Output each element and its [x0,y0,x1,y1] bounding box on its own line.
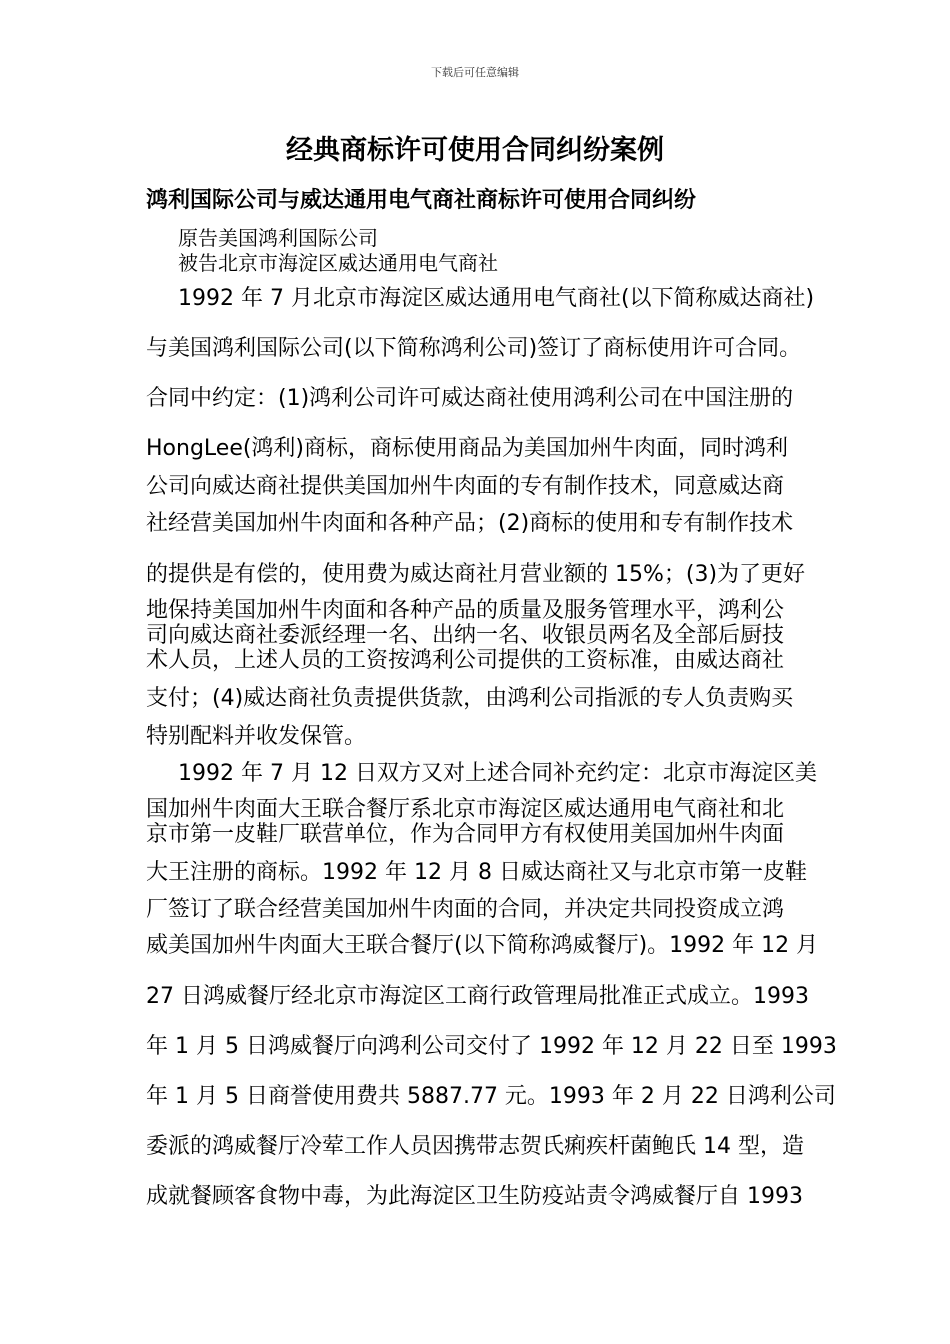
document-title: 经典商标许可使用合同纠纷案例 [286,135,664,166]
body-line: 大王注册的商标。1992 年 12 月 8 日威达商社又与北京市第一皮鞋 [146,860,807,885]
body-line: 国加州牛肉面大王联合餐厅系北京市海淀区威达通用电气商社和北 [146,797,785,822]
body-line: 1992 年 7 月 12 日双方又对上述合同补充约定：北京市海淀区美 [178,761,817,786]
body-line: 京市第一皮鞋厂联营单位，作为合同甲方有权使用美国加州牛肉面 [146,822,785,847]
body-line: 年 1 月 5 日商誉使用费共 5887.77 元。1993 年 2 月 22 日鸿利公司 [146,1084,836,1109]
plaintiff-line: 原告美国鸿利国际公司 [178,226,378,250]
body-line: 社经营美国加州牛肉面和各种产品；(2)商标的使用和专有制作技术 [146,511,794,536]
body-line: 司向威达商社委派经理一名、出纳一名、收银员两名及全部后厨技 [146,623,785,648]
body-line: 厂签订了联合经营美国加州牛肉面的合同，并决定共同投资成立鸿 [146,897,785,922]
body-line: 合同中约定：(1)鸿利公司许可威达商社使用鸿利公司在中国注册的 [146,386,794,411]
body-line: 1992 年 7 月北京市海淀区威达通用电气商社(以下简称威达商社) [178,286,815,311]
body-line: 27 日鸿威餐厅经北京市海淀区工商行政管理局批准正式成立。1993 [146,984,809,1009]
body-line: 成就餐顾客食物中毒，为此海淀区卫生防疫站责令鸿威餐厅自 1993 [146,1184,803,1209]
body-line: 特别配料并收发保管。 [146,724,367,749]
body-line: 威美国加州牛肉面大王联合餐厅(以下简称鸿威餐厅)。1992 年 12 月 [146,933,819,958]
body-line: 支付；(4)威达商社负责提供货款，由鸿利公司指派的专人负责购买 [146,686,794,711]
body-line: 地保持美国加州牛肉面和各种产品的质量及服务管理水平，鸿利公 [146,598,785,623]
body-line: 委派的鸿威餐厅冷荤工作人员因携带志贺氏痢疾杆菌鲍氏 14 型，造 [146,1134,804,1159]
body-line: 与美国鸿利国际公司(以下简称鸿利公司)签订了商标使用许可合同。 [146,336,802,361]
defendant-line: 被告北京市海淀区威达通用电气商社 [178,251,498,275]
body-line: 术人员，上述人员的工资按鸿利公司提供的工资标准，由威达商社 [146,648,785,673]
case-subtitle: 鸿利国际公司与威达通用电气商社商标许可使用合同纠纷 [146,188,697,213]
header-note: 下载后可任意编辑 [431,66,519,79]
body-line: HongLee(鸿利)商标，商标使用商品为美国加州牛肉面，同时鸿利 [146,436,789,461]
body-line: 的提供是有偿的，使用费为威达商社月营业额的 15%；(3)为了更好 [146,562,806,587]
body-line: 年 1 月 5 日鸿威餐厅向鸿利公司交付了 1992 年 12 月 22 日至 1993 [146,1034,837,1059]
body-line: 公司向威达商社提供美国加州牛肉面的专有制作技术，同意威达商 [146,474,785,499]
